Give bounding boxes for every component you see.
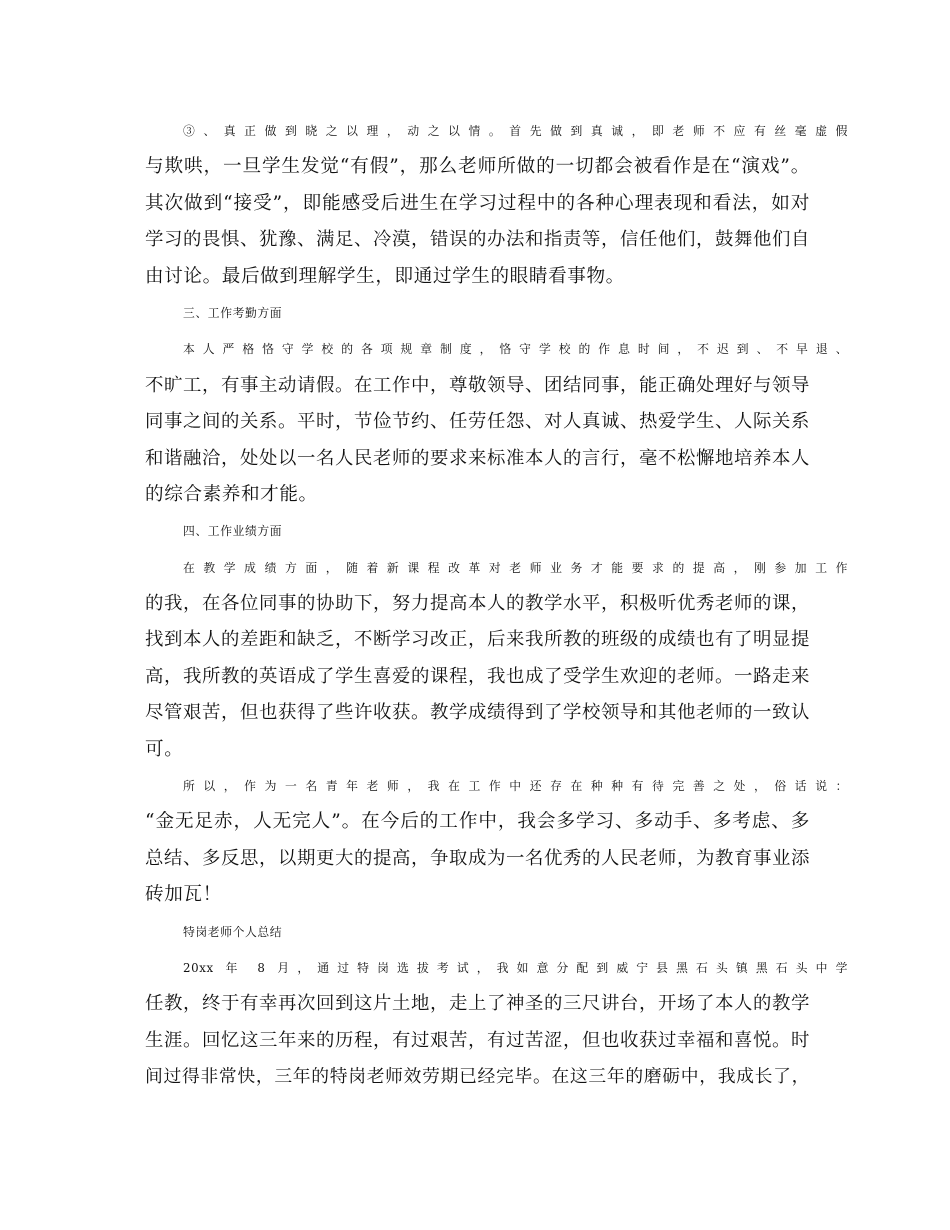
text-line: 学习的畏惧、犹豫、满足、冷漠，错误的办法和指责等，信任他们，鼓舞他们自 <box>145 229 810 251</box>
section-heading: 三、工作考勤方面 <box>183 305 283 320</box>
text-line: 的综合素养和才能。 <box>145 483 318 505</box>
text-line: “金无足赤，人无完人”。在今后的工作中，我会多学习、多动手、多考虑、多 <box>145 811 810 833</box>
text-line: 砖加瓦！ <box>145 884 222 906</box>
text-line: 同事之间的关系。平时，节俭节约、任劳任怨、对人真诚、热爱学生、人际关系 <box>145 411 810 433</box>
text-line: 生涯。回忆这三年来的历程，有过艰苦，有过苦涩，但也收获过幸福和喜悦。时 <box>145 1029 810 1051</box>
text-line: 尽管艰苦，但也获得了些许收获。教学成绩得到了学校领导和其他老师的一致认 <box>145 702 810 724</box>
text-line: 20xx 年 8 月，通过特岗选拔考试，我如意分配到威宁县黑石头镇黑石头中学 <box>183 960 848 975</box>
text-line: 的我，在各位同事的协助下，努力提高本人的教学水平，积极听优秀老师的课， <box>145 593 810 615</box>
section-heading: 四、工作业绩方面 <box>183 524 283 539</box>
text-line: ③、真正做到晓之以理，动之以情。首先做到真诚，即老师不应有丝毫虚假 <box>183 124 848 138</box>
text-line: 和谐融洽，处处以一名人民老师的要求来标准本人的言行，毫不松懈地培养本人 <box>145 447 810 469</box>
document-body <box>145 113 848 1096</box>
text-line: 由讨论。最后做到理解学生，即通过学生的眼睛看事物。 <box>145 265 625 287</box>
text-line: 高，我所教的英语成了学生喜爱的课程，我也成了受学生欢迎的老师。一路走来 <box>145 665 810 687</box>
text-line: 间过得非常快，三年的特岗老师效劳期已经完毕。在这三年的磨砺中，我成长了， <box>145 1066 810 1088</box>
text-line: 与欺哄，一旦学生发觉“有假”，那么老师所做的一切都会被看作是在“演戏”。 <box>145 156 810 178</box>
text-line: 其次做到“接受”，即能感受后进生在学习过程中的各种心理表现和看法，如对 <box>145 192 810 214</box>
text-line: 总结、多反思，以期更大的提高，争取成为一名优秀的人民老师，为教育事业添 <box>145 847 810 869</box>
text-line: 可。 <box>145 738 184 760</box>
text-line: 在教学成绩方面，随着新课程改革对老师业务才能要求的提高，刚参加工作 <box>183 560 848 575</box>
text-line: 所以，作为一名青年老师，我在工作中还存在种种有待完善之处，俗话说： <box>183 779 848 794</box>
text-line: 任教，终于有幸再次回到这片土地，走上了神圣的三尺讲台，开场了本人的教学 <box>145 993 810 1015</box>
section-heading: 特岗老师个人总结 <box>183 924 283 939</box>
text-line: 不旷工，有事主动请假。在工作中，尊敬领导、团结同事，能正确处理好与领导 <box>145 374 810 396</box>
text-line: 找到本人的差距和缺乏，不断学习改正，后来我所教的班级的成绩也有了明显提 <box>145 629 810 651</box>
text-line: 本人严格恪守学校的各项规章制度，恪守学校的作息时间，不迟到、不早退、 <box>183 342 848 357</box>
